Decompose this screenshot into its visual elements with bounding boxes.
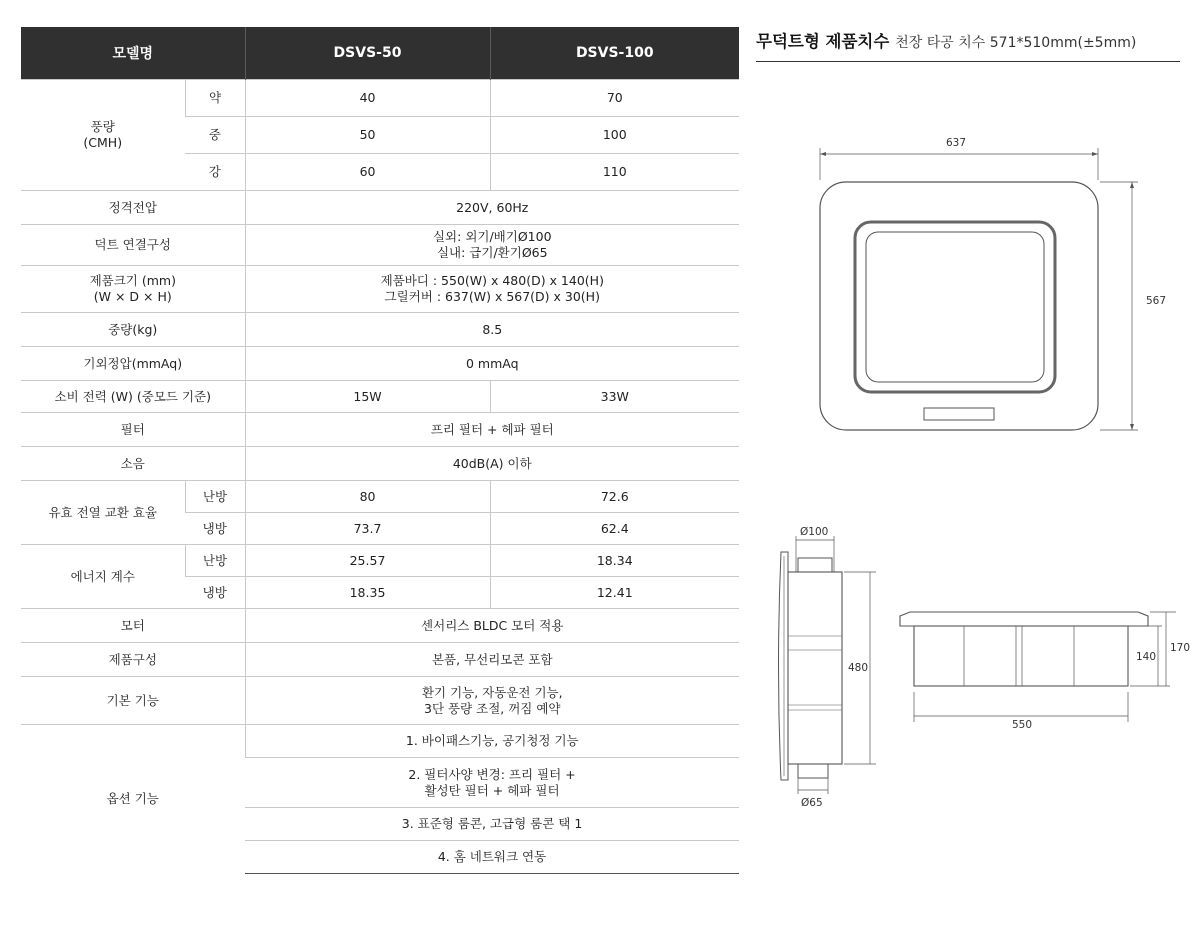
top-width-label: 637 — [946, 137, 967, 149]
composition-label: 제품구성 — [21, 643, 245, 677]
side-top-dia-label: Ø100 — [800, 526, 829, 538]
front-total-height-label: 170 — [1170, 642, 1191, 654]
inner-panel-outer — [855, 222, 1055, 392]
energy-value-1: 18.35 — [245, 577, 490, 609]
basic-label: 기본 기능 — [21, 677, 245, 725]
energy-sub: 냉방 — [185, 577, 245, 609]
size-value: 제품바디 : 550(W) x 480(D) x 140(H) 그릴커버 : 637(W) x 567(D) x 30(H) — [245, 266, 739, 313]
power-value-2: 33W — [490, 381, 739, 413]
side-body — [788, 572, 842, 764]
airflow-value-1: 50 — [245, 117, 490, 154]
noise-label: 소음 — [21, 447, 245, 481]
airflow-value-2: 70 — [490, 80, 739, 117]
voltage-value: 220V, 60Hz — [245, 191, 739, 225]
airflow-label: 풍량 (CMH) — [21, 80, 185, 191]
motor-label: 모터 — [21, 609, 245, 643]
energy-sub: 난방 — [185, 545, 245, 577]
option-item: 1. 바이패스기능, 공기청정 기능 — [245, 725, 739, 758]
noise-value: 40dB(A) 이하 — [245, 447, 739, 481]
efficiency-value-2: 72.6 — [490, 481, 739, 513]
option-item: 2. 필터사양 변경: 프리 필터 + 활성탄 필터 + 헤파 필터 — [245, 758, 739, 808]
airflow-sub: 강 — [185, 154, 245, 191]
efficiency-value-1: 80 — [245, 481, 490, 513]
airflow-sub: 중 — [185, 117, 245, 154]
top-view-drawing — [820, 148, 1138, 430]
power-label: 소비 전력 (W) (중모드 기준) — [21, 381, 245, 413]
front-width-label: 550 — [1012, 719, 1033, 731]
efficiency-value-1: 73.7 — [245, 513, 490, 545]
composition-value: 본품, 무선리모콘 포함 — [245, 643, 739, 677]
airflow-value-2: 100 — [490, 117, 739, 154]
weight-value: 8.5 — [245, 313, 739, 347]
dimension-title: 무덕트형 제품치수 — [756, 32, 890, 51]
basic-value: 환기 기능, 자동운전 기능, 3단 풍량 조절, 꺼짐 예약 — [245, 677, 739, 725]
side-depth-label: 480 — [848, 662, 869, 674]
option-item: 4. 홈 네트워크 연동 — [245, 841, 739, 874]
power-value-1: 15W — [245, 381, 490, 413]
dimension-subtitle: 천장 타공 치수 571*510mm(±5mm) — [895, 35, 1137, 51]
weight-label: 중량(kg) — [21, 313, 245, 347]
airflow-value-2: 110 — [490, 154, 739, 191]
filter-label: 필터 — [21, 413, 245, 447]
size-label: 제품크기 (mm) (W × D × H) — [21, 266, 245, 313]
inner-panel — [866, 232, 1044, 382]
energy-value-1: 25.57 — [245, 545, 490, 577]
filter-value: 프리 필터 + 헤파 필터 — [245, 413, 739, 447]
efficiency-label: 유효 전열 교환 효율 — [21, 481, 185, 545]
front-body — [914, 626, 1128, 686]
pressure-value: 0 mmAq — [245, 347, 739, 381]
bottom-slot — [924, 408, 994, 420]
top-depth-label: 567 — [1146, 295, 1167, 307]
airflow-sub: 약 — [185, 80, 245, 117]
efficiency-sub: 냉방 — [185, 513, 245, 545]
airflow-value-1: 40 — [245, 80, 490, 117]
front-body-height-label: 140 — [1136, 651, 1157, 663]
model-2-header: DSVS-100 — [490, 27, 739, 80]
efficiency-sub: 난방 — [185, 481, 245, 513]
side-bottom-dia-label: Ø65 — [801, 797, 823, 809]
efficiency-value-2: 62.4 — [490, 513, 739, 545]
front-view-drawing — [900, 612, 1176, 722]
energy-label: 에너지 계수 — [21, 545, 185, 609]
front-cover — [900, 612, 1148, 626]
duct-label: 덕트 연결구성 — [21, 225, 245, 266]
energy-value-2: 12.41 — [490, 577, 739, 609]
pressure-label: 기외정압(mmAq) — [21, 347, 245, 381]
duct-value: 실외: 외기/배기Ø100 실내: 급기/환기Ø65 — [245, 225, 739, 266]
motor-value: 센서리스 BLDC 모터 적용 — [245, 609, 739, 643]
option-item: 3. 표준형 룸콘, 고급형 룸콘 택 1 — [245, 808, 739, 841]
options-label: 옵션 기능 — [21, 725, 245, 874]
voltage-label: 정격전압 — [21, 191, 245, 225]
airflow-value-1: 60 — [245, 154, 490, 191]
energy-value-2: 18.34 — [490, 545, 739, 577]
model-header: 모델명 — [21, 27, 245, 80]
model-1-header: DSVS-50 — [245, 27, 490, 80]
